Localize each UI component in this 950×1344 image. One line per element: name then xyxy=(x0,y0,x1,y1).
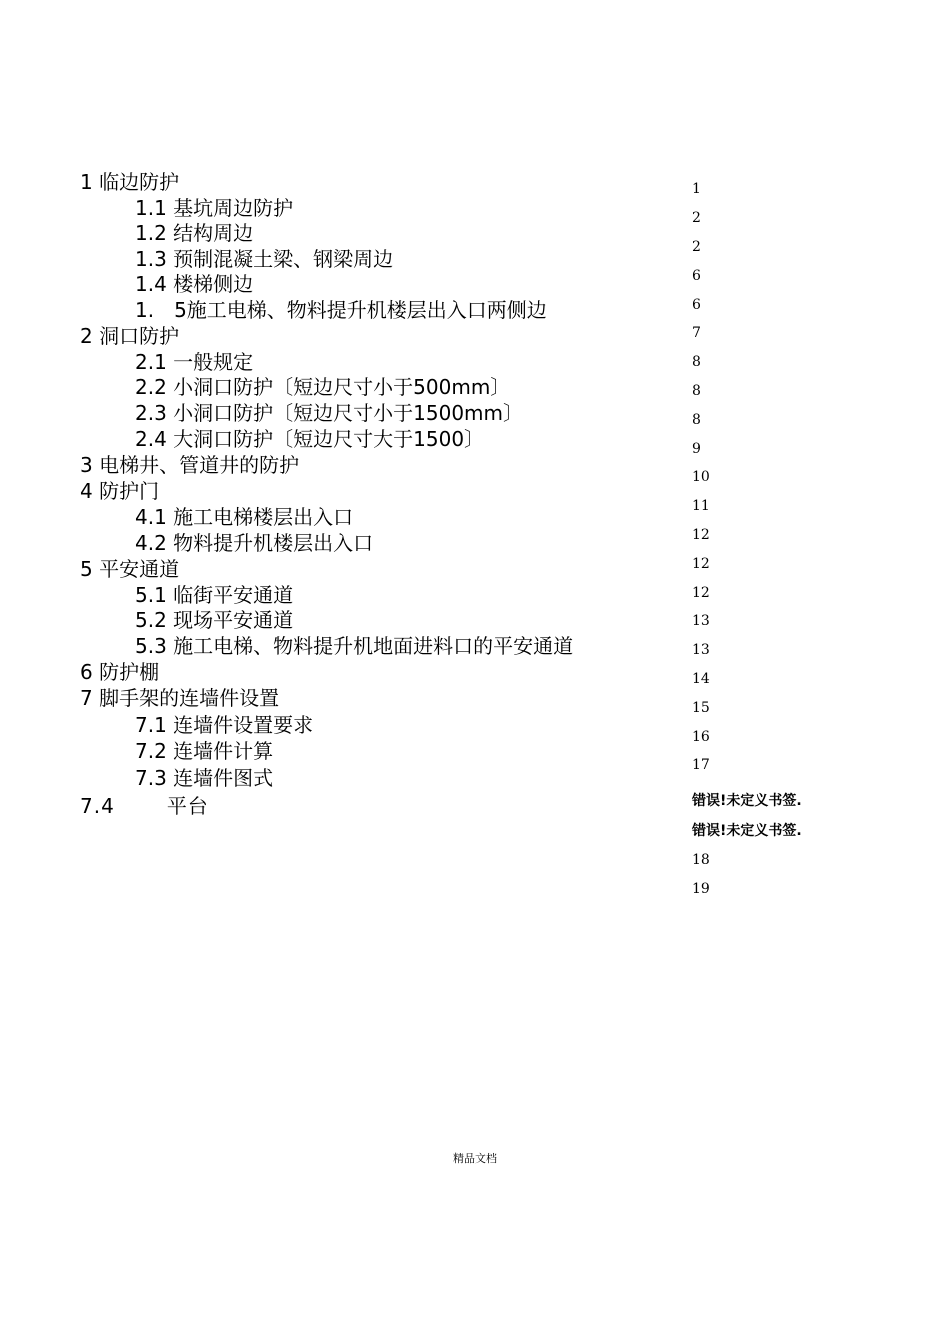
toc-entry-1-1[interactable]: 1.1 基坑周边防护 xyxy=(135,196,294,220)
page-number: 6 xyxy=(692,297,701,313)
toc-entry-3[interactable]: 3 电梯井、管道井的防护 xyxy=(80,453,300,477)
toc-entry-1-2[interactable]: 1.2 结构周边 xyxy=(135,221,254,245)
page-number: 17 xyxy=(692,757,710,773)
toc-entry-2-3[interactable]: 2.3 小洞口防护〔短边尺寸小于1500mm〕 xyxy=(135,401,524,425)
toc-entry-2-4[interactable]: 2.4 大洞口防护〔短边尺寸大于1500〕 xyxy=(135,427,485,451)
page-number: 15 xyxy=(692,700,710,716)
page-number: 2 xyxy=(692,239,701,255)
page-number: 12 xyxy=(692,556,710,572)
page-number: 13 xyxy=(692,642,710,658)
page-number: 16 xyxy=(692,729,710,745)
toc-entry-2-1[interactable]: 2.1 一般规定 xyxy=(135,350,254,374)
bookmark-error: 错误!未定义书签. xyxy=(692,823,802,839)
toc-entry-7-4[interactable] xyxy=(80,793,209,819)
toc-entry-1[interactable]: 1 临边防护 xyxy=(80,170,180,194)
toc-entry-7-4-title: 平台 xyxy=(166,794,209,818)
toc-entry-7[interactable]: 7 脚手架的连墙件设置 xyxy=(80,686,280,710)
page-number: 6 xyxy=(692,268,701,284)
page-number: 13 xyxy=(692,613,710,629)
page-number: 8 xyxy=(692,354,701,370)
toc-entry-7-2[interactable]: 7.2 连墙件计算 xyxy=(135,739,274,763)
page-number: 1 xyxy=(692,181,701,197)
toc-entry-7-3[interactable]: 7.3 连墙件图式 xyxy=(135,766,274,790)
page-number: 8 xyxy=(692,412,701,428)
page-number: 18 xyxy=(692,852,710,868)
page-number: 14 xyxy=(692,671,710,687)
toc-entry-1-5[interactable]: 1. 5施工电梯、物料提升机楼层出入口两侧边 xyxy=(135,298,547,322)
page-number: 12 xyxy=(692,527,710,543)
page-number: 9 xyxy=(692,441,701,457)
page-number: 2 xyxy=(692,210,701,226)
toc-page-numbers xyxy=(692,0,932,1344)
toc-entry-7-4-number: 7.4 xyxy=(80,794,115,818)
toc-entry-5-1[interactable]: 5.1 临街平安通道 xyxy=(135,583,294,607)
page-footer: 精品文档 xyxy=(453,1152,497,1165)
toc-entry-5-2[interactable]: 5.2 现场平安通道 xyxy=(135,608,294,632)
toc-entry-2-2[interactable]: 2.2 小洞口防护〔短边尺寸小于500mm〕 xyxy=(135,375,511,399)
page-number: 7 xyxy=(692,325,701,341)
page-number: 10 xyxy=(692,469,710,485)
page-number: 19 xyxy=(692,881,710,897)
toc-entry-4-1[interactable]: 4.1 施工电梯楼层出入口 xyxy=(135,505,354,529)
page-number: 12 xyxy=(692,585,710,601)
toc-entry-4[interactable]: 4 防护门 xyxy=(80,479,160,503)
toc-entry-6[interactable]: 6 防护棚 xyxy=(80,660,160,684)
toc-entry-4-2[interactable]: 4.2 物料提升机楼层出入口 xyxy=(135,531,374,555)
page-number: 8 xyxy=(692,383,701,399)
toc-entry-5[interactable]: 5 平安通道 xyxy=(80,557,180,581)
toc-entry-1-3[interactable]: 1.3 预制混凝土梁、钢梁周边 xyxy=(135,247,394,271)
toc-entry-2[interactable]: 2 洞口防护 xyxy=(80,324,180,348)
toc-entry-7-1[interactable]: 7.1 连墙件设置要求 xyxy=(135,713,314,737)
page-number: 11 xyxy=(692,498,710,514)
bookmark-error: 错误!未定义书签. xyxy=(692,793,802,809)
toc-entry-1-4[interactable]: 1.4 楼梯侧边 xyxy=(135,272,254,296)
toc-entry-5-3[interactable]: 5.3 施工电梯、物料提升机地面进料口的平安通道 xyxy=(135,634,574,658)
